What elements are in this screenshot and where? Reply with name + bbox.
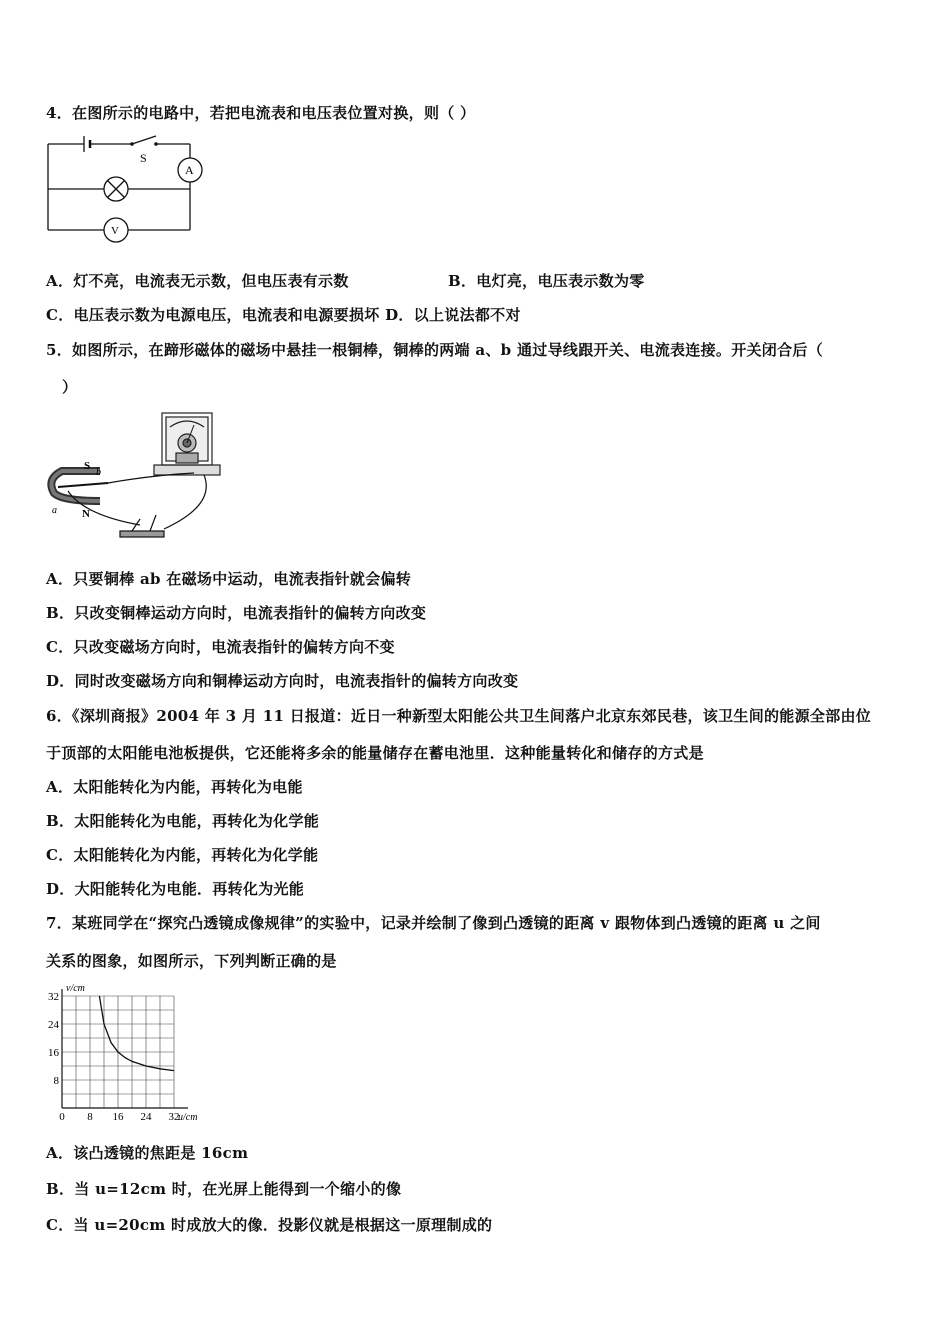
end-b-label: b xyxy=(96,467,101,478)
end-a-label: a xyxy=(52,505,57,516)
q6-option-c: C．太阳能转化为内能，再转化为化学能 xyxy=(46,846,319,864)
q4-option-b: B．电灯亮，电压表示数为零 xyxy=(448,272,645,290)
q5-option-a: A．只要铜棒 ab 在磁场中运动，电流表指针就会偏转 xyxy=(46,570,412,588)
x-tick-label: 16 xyxy=(112,1111,124,1122)
q5-stem-line2: ） xyxy=(62,378,78,396)
q6-stem-line1: 6．《深圳商报》2004 年 3 月 11 日报道：近日一种新型太阳能公共卫生间落户北京东郊民巷，该卫生间的能源全部由位 xyxy=(46,707,872,725)
q5-option-d: D．同时改变磁场方向和铜棒运动方向时，电流表指针的偏转方向改变 xyxy=(46,672,519,690)
q5-stem-line1: 5．如图所示，在蹄形磁体的磁场中悬挂一根铜棒，铜棒的两端 a、b 通过导线跟开关、电流表连接。开关闭合后（ xyxy=(46,341,823,359)
q6-option-b: B．太阳能转化为电能，再转化为化学能 xyxy=(46,812,320,830)
x-axis-label: u/cm xyxy=(178,1112,198,1122)
q4-option-a: A．灯不亮，电流表无示数，但电压表有示数 xyxy=(46,272,349,290)
switch-label: S xyxy=(140,151,147,165)
pole-n-label: N xyxy=(82,508,90,520)
q4-circuit-figure xyxy=(44,130,214,250)
y-tick-label: 24 xyxy=(48,1019,59,1031)
q7-stem-line2: 关系的图象，如图所示，下列判断正确的是 xyxy=(46,952,337,970)
x-tick-label: 24 xyxy=(140,1111,152,1122)
y-tick-label: 8 xyxy=(53,1075,59,1087)
knife-switch xyxy=(120,515,164,537)
voltmeter-label: V xyxy=(111,225,119,237)
q4-stem: 4．在图所示的电路中，若把电流表和电压表位置对换，则（ ） xyxy=(46,104,476,122)
q6-option-d: D．大阳能转化为电能．再转化为光能 xyxy=(46,880,305,898)
q6-option-a: A．太阳能转化为内能，再转化为电能 xyxy=(46,778,303,796)
galvanometer xyxy=(154,413,220,475)
q4-option-cd: C．电压表示数为电源电压，电流表和电源要损坏 D．以上说法都不对 xyxy=(46,306,521,324)
q6-stem-line2: 于顶部的太阳能电池板提供，它还能将多余的能量储存在蓄电池里．这种能量转化和储存的方式是 xyxy=(46,744,704,762)
x-tick-label: 8 xyxy=(87,1111,93,1122)
q7-v-u-chart xyxy=(40,980,220,1122)
y-axis-label: v/cm xyxy=(66,983,85,994)
q5-option-b: B．只改变铜棒运动方向时，电流表指针的偏转方向改变 xyxy=(46,604,427,622)
y-tick-label: 32 xyxy=(48,991,59,1003)
pole-s-label: S xyxy=(84,460,91,472)
copper-rod xyxy=(58,483,108,487)
x-tick-label: 0 xyxy=(59,1111,65,1122)
y-tick-label: 16 xyxy=(48,1047,59,1059)
v-u-curve xyxy=(99,996,174,1071)
q5-magnet-figure xyxy=(44,405,234,555)
ammeter-label: A xyxy=(185,163,194,177)
q7-option-b: B．当 u=12cm 时，在光屏上能得到一个缩小的像 xyxy=(46,1180,402,1198)
q7-option-a: A．该凸透镜的焦距是 16cm xyxy=(46,1144,249,1162)
q7-option-c: C．当 u=20cm 时成放大的像．投影仪就是根据这一原理制成的 xyxy=(46,1216,493,1234)
q5-option-c: C．只改变磁场方向时，电流表指针的偏转方向不变 xyxy=(46,638,395,656)
x-tick-label: 32 xyxy=(168,1111,180,1122)
switch-blade xyxy=(132,136,156,144)
q7-stem-line1: 7．某班同学在“探究凸透镜成像规律”的实验中，记录并绘制了像到凸透镜的距离 v 跟物体到凸透镜的距离 u 之间 xyxy=(46,914,821,932)
